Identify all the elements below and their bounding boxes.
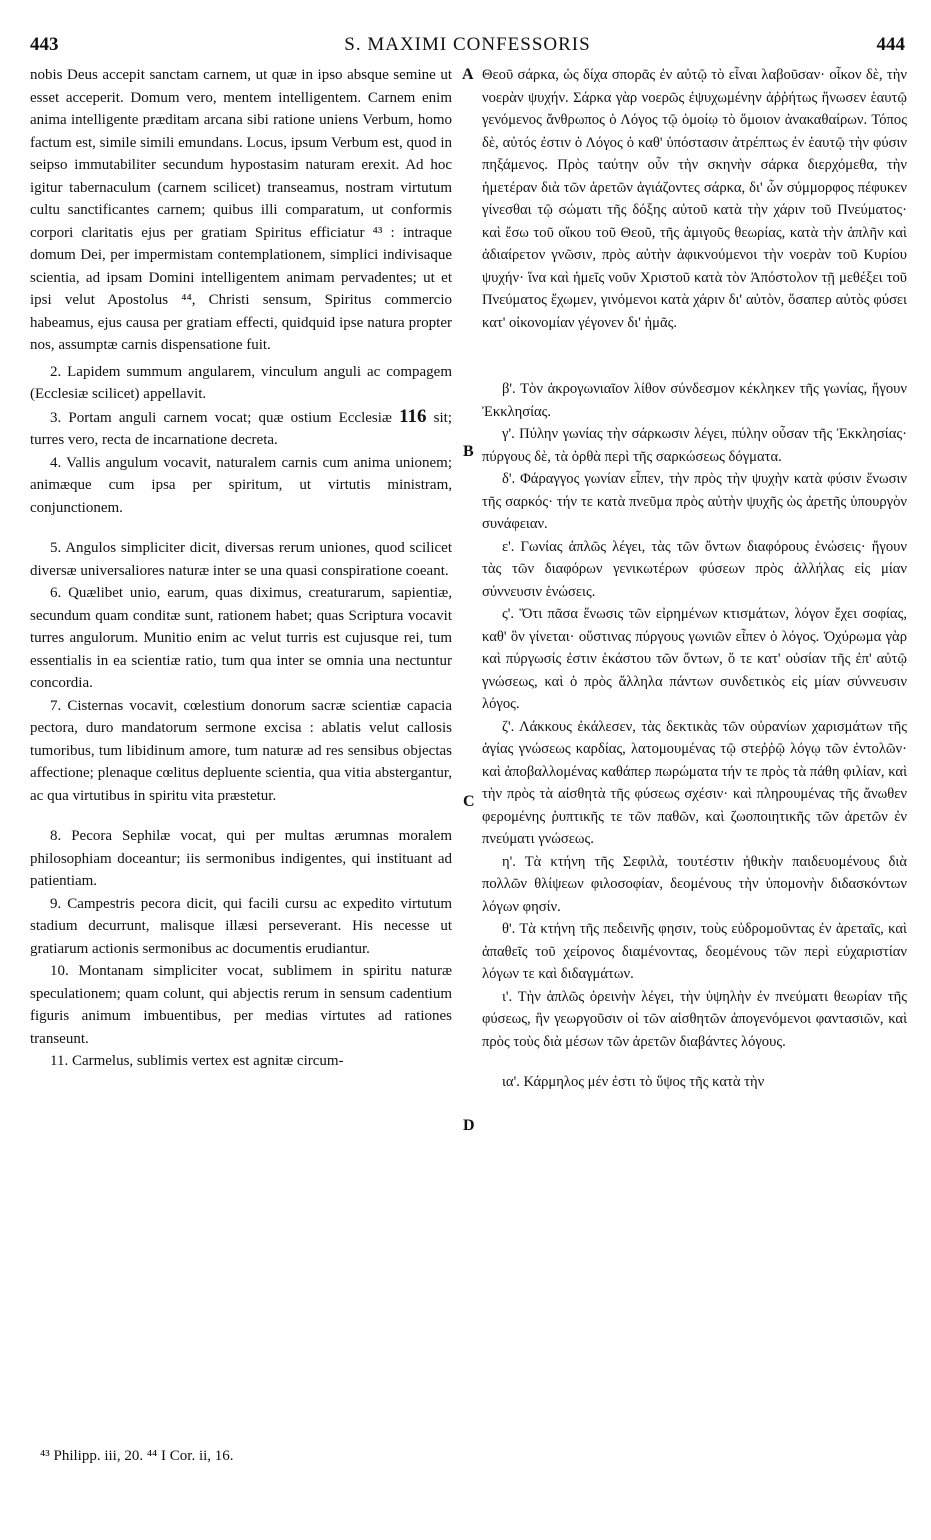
latin-paragraph-5: 5. Angulos simpliciter dicit, diversas rerum uniones, quod scilicet diversæ universaliores naturæ inter se una quasi conspiratione coeant.: [30, 540, 452, 579]
greek-paragraph-4: δ'. Φάραγγος γωνίαν εἶπεν, τὴν πρὸς τὴν ψυχὴν κατὰ φύσιν ἕνωσιν τῆς σαρκός· τήν τε κατὰ πνεῦμα πρὸς αὐτὴν ψυχῆς ὡς ἀρετῆς ὑπουργὸν συνάφειαν.: [482, 471, 907, 532]
latin-paragraph-11: 11. Carmelus, sublimis vertex est agnitæ circum-: [50, 1053, 344, 1069]
greek-paragraph-3: γ'. Πύλην γωνίας τὴν σάρκωσιν λέγει, πύλην οὖσαν τῆς Ἐκκλησίας· πύργους δὲ, τὰ ὀρθὰ περὶ τῆς σαρκώσεως δόγματα.: [482, 426, 907, 465]
latin-paragraph-8: 8. Pecora Sephilæ vocat, qui per multas ærumnas moralem philosophiam doceantur; iis sermonibus indigentes, qui instituant ad patientiam.: [30, 828, 452, 889]
greek-paragraph-2: β'. Τὸν ἀκρογωνιαῖον λίθον σύνδεσμον κέκληκεν τῆς γωνίας, ἤγουν Ἐκκλησίας.: [482, 381, 907, 420]
greek-paragraph-5: ε'. Γωνίας ἁπλῶς λέγει, τὰς τῶν ὄντων διαφόρους ἑνώσεις· ἤγουν τὰς τῶν διαφόρων γενικωτέρων φύσεων πρὸς ἀλλήλας εἰς μίαν σύννευσιν ἑνώσεις.: [482, 538, 907, 600]
greek-paragraph-8: η'. Τὰ κτήνη τῆς Σεφιλὰ, τουτέστιν ἠθικὴν παιδευομένους διὰ πολλῶν θλίψεων φιλοσοφίαν, δεομένους τὴν ὑπομονὴν διδασκόντων λόγων φησίν.: [482, 853, 907, 915]
greek-paragraph-1: Θεοῦ σάρκα, ὡς δίχα σπορᾶς ἐν αὐτῷ τὸ εἶναι λαβοῦσαν· οἶκον δὲ, τὴν νοερὰν ψυχήν. Σάρκα γὰρ νοερῶς ἐψυχωμένην ἀῤῥήτως ἥνωσεν ἑαυτῷ γενόμενος ἄνθρωπος ὁ Λόγος τῷ ὁμοίῳ τὸ ὅμοιον ἀνακαθαίρων. Τόπος δὲ, αὐτός ἐστιν ὁ Λόγος ὁ καθ' ὑπόστασιν ἀτρέπτως ἐν ἑαυτῷ τὴν φύσιν πηξάμενος. Πρὸς ταύτην οὖν τὴν σκηνὴν σάρκα διερχόμεθα, τὴν ἡμετέραν διὰ τῶν ἀρετῶν ἁγιάζοντες σάρκα, δι' ὧν σύμμορφος πέφυκεν γίνεσθαι τῷ σώματι τῆς δόξης αὐτοῦ κατὰ τὴν χάριν τοῦ Πνεύματος· καὶ ἔσω τοῦ οἴκου τοῦ Θεοῦ, τῆς ἀμιγοῦς θεωρίας, κατὰ τὴν ἁπλῆν καὶ ἀδιαίρετον γνῶσιν, πρὸς αὐτὴν ἀφικνούμενοι τὴν νοερὰν τοῦ Κυρίου ψυχήν· ἵνα καὶ ἡμεῖς νοῦν Χριστοῦ κατὰ τὸν Ἀπόστολον τῇ μεθέξει τοῦ Πνεύματος ἔχωμεν, γινόμενοι κατὰ χάριν δι' αὐτὸν, ὅσαπερ αὐτὸς φύσει κατ' οἰκονομίαν γέγονεν δι' ἡμᾶς.: [482, 67, 907, 331]
section-marker-d: D: [463, 1117, 475, 1134]
latin-paragraph-1: nobis Deus accepit sanctam carnem, ut quæ in ipso absque semine ut esset acceperit. Domum vero, mentem intelligentem. Carnem enim anima intelligente præditam arcana sibi ratione uniens Verbum, homo factum est, simile simili emundans. Locus, ipsum Verbum est, quod in seipso immutabiliter secundum hypostasim naturam erexit. Ad hoc igitur tabernaculum (carnem scilicet) transeamus, nostram virtutum cultu sanctificantes carnem; quibus illi comparatum, ut conformis corpori claritatis ejus per gratiam Spiritus efficiatur ⁴³ : intraque domum Dei, per impermistam contemplationem, simplici indivisaque scientia, ad ipsam Domini intelligentem animam pervadentes; ut et ipsi velut Apostolus ⁴⁴, Christi sensum, Spiritus commercio habeamus, ejus causa per gratiam effecti, quidquid ipse natura propter nos, assumptæ carnis dispensatione fuit.: [30, 67, 452, 353]
latin-column: [30, 64, 452, 1073]
latin-paragraph-7: 7. Cisternas vocavit, cœlestium donorum sacræ scientiæ capacia pectora, duro mandatorum sermone excisa : ablatis velut callosis tumoribus, tum libidinum amore, tum naturæ ad res sensibus objectas affectione; plenaque cœlitus depluente scientia, qua vitia abstergantur, ac qua virtutibus in spiritu vita præstetur.: [30, 697, 452, 804]
latin-paragraph-3-rest: sit; turres vero, recta de incarnatione decreta.: [30, 409, 453, 448]
greek-paragraph-6: ς'. Ὅτι πᾶσα ἕνωσις τῶν εἰρημένων κτισμάτων, λόγον ἔχει σοφίας, καθ' ὃν γίνεται· οὕστινας πύργους γωνιῶν εἶπεν ὁ λόγος. Ὀχύρωμα γὰρ καὶ πύργωσίς ἐστιν ἑκάστου τῶν ὄντων, ὅ τε κατ' οὐσίαν τῆς ἐπ' αὐτῷ γνώσεως, καὶ ὁ πρὸς ἄλληλα πάντων συνδετικὸς εἰς μίαν σύννευσιν λόγος.: [482, 606, 907, 712]
greek-column: [482, 64, 907, 1094]
page-header: [30, 34, 905, 62]
greek-paragraph-11: ια'. Κάρμηλος μέν ἐστι τὸ ὕψος τῆς κατὰ τὴν: [502, 1074, 765, 1090]
latin-paragraph-3: [30, 406, 452, 452]
section-marker-c: C: [463, 793, 475, 810]
latin-paragraph-2: 2. Lapidem summum angularem, vinculum anguli ac compagem (Ecclesiæ scilicet) appellavit.: [30, 363, 452, 402]
column-number: 116: [399, 405, 427, 427]
page-number-left: 443: [30, 34, 59, 55]
latin-paragraph-9: 9. Campestris pecora dicit, qui facili cursu ac expedito virtutum stadium decurrunt, malisque illæsi perseverant. His necesse ut gratiarum actionis sermonibus ac documentis erudiantur.: [30, 895, 452, 957]
latin-paragraph-3-text: 3. Portam anguli carnem vocat; quæ ostium Ecclesiæ: [50, 409, 392, 426]
greek-paragraph-9: θ'. Τὰ κτήνη τῆς πεδεινῆς φησιν, τοὺς εὐδρομοῦντας ἐν ἀρεταῖς, καὶ ἀπαθεῖς τοῦ χείρονος διαμένοντας, δεομένους τῶν περὶ εὐχαριστίαν λόγων τε καὶ διδαγμάτων.: [482, 921, 907, 982]
footnotes: ⁴³ Philipp. iii, 20. ⁴⁴ I Cor. ii, 16.: [40, 1448, 234, 1464]
section-marker-a: A: [462, 66, 474, 83]
running-title: S. MAXIMI CONFESSORIS: [344, 34, 591, 55]
latin-paragraph-6: 6. Quælibet unio, earum, quas diximus, creaturarum, sapientiæ, secundum quam conditæ sunt, rationem habet; quas Scriptura vocavit turres angulorum. Munitio enim ac velut turris est cujusque rei, tum essentialis in ea scientiæ ratio, tum qua inter se omnia una nectuntur concordia.: [30, 585, 452, 691]
greek-paragraph-10: ι'. Τὴν ἁπλῶς ὀρεινὴν λέγει, τὴν ὑψηλὴν ἐν πνεύματι θεωρίαν τῆς φύσεως, ἣν γεωργοῦσιν οἱ τῶν αἰσθητῶν ἀπογενόμενοι φαντασιῶν, καὶ πρὸς τοὺς διὰ μέσων τῶν ἀρετῶν διαβάντες λόγους.: [482, 988, 907, 1050]
greek-paragraph-7: ζ'. Λάκκους ἐκάλεσεν, τὰς δεκτικὰς τῶν οὐρανίων χαρισμάτων τῆς ἁγίας γνώσεως καρδίας, λατομουμένας τῷ στεῤῥῷ λόγῳ τῶν ἐντολῶν· καὶ ἀποβαλλομένας καθάπερ πωρώματα τήν τε πρὸς τὰ πάθη φιλίαν, καὶ τὴν πρὸς τὰ αἰσθητὰ τῆς φύσεως σχέσιν· καὶ πληρουμένας τῆς ἄνωθεν φερομένης ῥυπτικῆς τε τῶν παθῶν, καὶ ζωοποιητικῆς τῶν ἀρετῶν ἐν πνεύματι γνώσεως.: [482, 718, 907, 847]
latin-paragraph-10: 10. Montanam simpliciter vocat, sublimem in spiritu naturæ speculationem; quam colunt, qui abjectis rerum in sensum cadentium figuris animum imbuentibus, per medias virtutes ad rationes transeunt.: [30, 963, 452, 1047]
page-number-right: 444: [876, 34, 905, 55]
section-marker-b: B: [463, 443, 474, 460]
latin-paragraph-4: 4. Vallis angulum vocavit, naturalem carnis cum anima unionem; animæque cum ipsa per spiritum, ut virtutis ministram, conjunctionem.: [30, 454, 452, 516]
